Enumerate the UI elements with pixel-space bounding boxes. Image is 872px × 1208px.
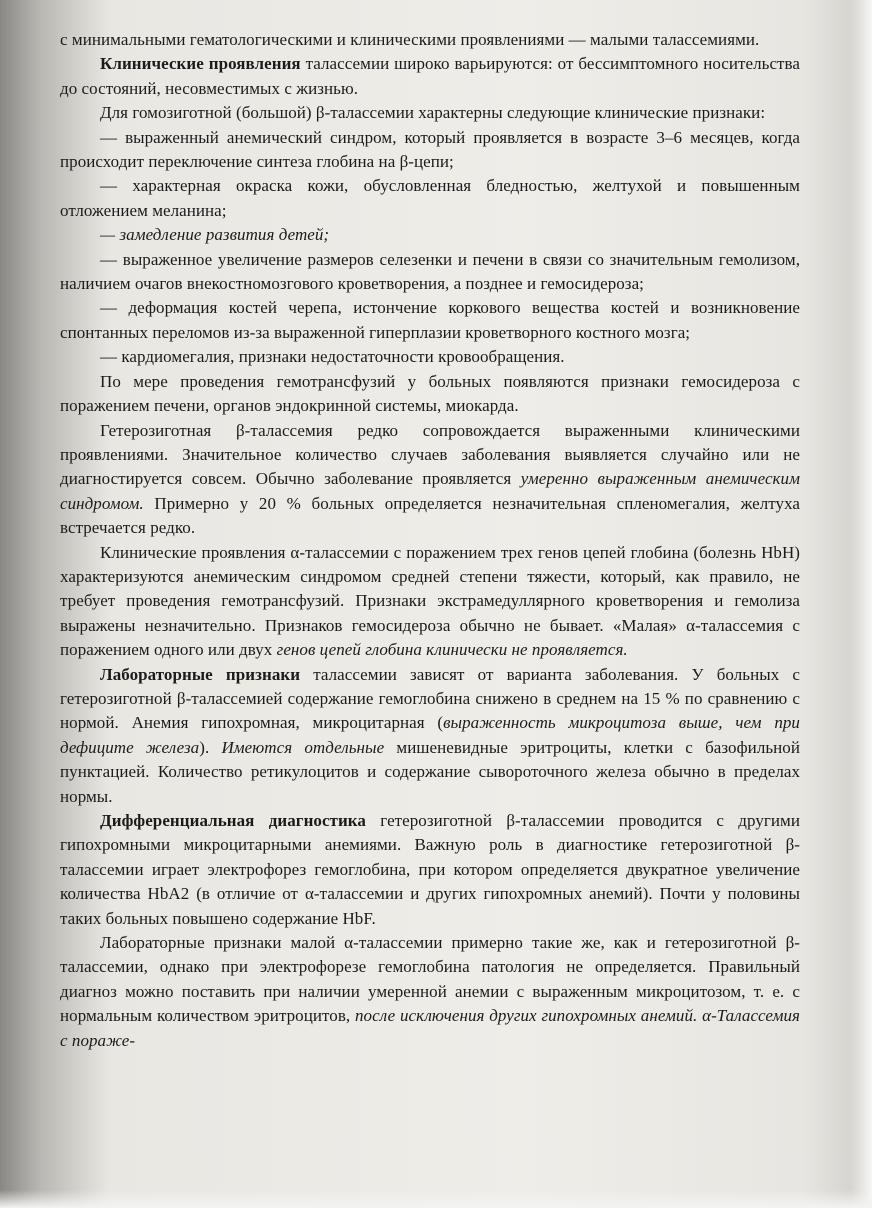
list-item bbox=[60, 174, 800, 223]
paragraph-homozygous-intro bbox=[60, 101, 800, 125]
list-item bbox=[60, 345, 800, 369]
text-run: гетерозиготной β-талассемии проводится с другими гипохромными микроцитарными анемиями. Важную роль в диагностике гетерозиготной β-талассемии играет электрофорез гемоглобина, при котором определяется двукратное увеличение количества HbA2 (в отличие от α-талассемии и других гипохромных анемий). Почти у половины таких больных повышено содержание HbF. bbox=[60, 811, 800, 928]
text-run: Клинические проявления α-талассемии с поражением трех генов цепей глобина (болезнь HbH) характеризуются анемическим синдромом средней степени тяжести, который, как правило, не требует проведения гемотрансфузий. Признаки экстрамедуллярного кроветворения и гемолиза выражены незначительно. Признаков гемосидероза обычно не бывает. «Малая» α-талассемия с поражением одного или двух bbox=[60, 542, 800, 660]
text-run: — выраженное увеличение размеров селезенки и печени в связи со значительным гемолизом, наличием очагов внекостномозгового кроветворения, а позднее и гемосидероза; bbox=[60, 249, 800, 294]
text-run: — деформация костей черепа, истончение коркового вещества костей и возникновение спонтанных переломов из-за выраженной гиперплазии кроветворного костного мозга; bbox=[60, 298, 800, 342]
paragraph-heterozygous bbox=[60, 419, 800, 541]
italic-run: — замедление развития детей; bbox=[100, 225, 330, 245]
paragraph-minor-alpha-lab bbox=[60, 931, 800, 1053]
scan-edge-right bbox=[850, 0, 872, 1208]
italic-run: умеренно выраженным анемическим синдромом. bbox=[60, 469, 801, 513]
text-run: По мере проведения гемотрансфузий у больных появляются признаки гемосидероза с поражением печени, органов эндокринной системы, миокарда. bbox=[60, 371, 800, 416]
body-text bbox=[60, 28, 800, 1053]
paragraph-continuation bbox=[60, 28, 800, 52]
italic-run: генов цепей глобина клинически не проявляется. bbox=[276, 640, 628, 660]
heading-run: Лабораторные признаки bbox=[100, 664, 301, 684]
italic-run: выраженность микроцитоза выше, чем при дефиците железа bbox=[60, 713, 800, 757]
text-run: — выраженный анемический синдром, который проявляется в возрасте 3–6 месяцев, когда происходит переключение синтеза глобина на β-цепи; bbox=[60, 127, 800, 172]
paragraph-laboratory-signs bbox=[60, 663, 800, 809]
list-item bbox=[60, 126, 800, 175]
text-run: ). bbox=[199, 737, 222, 757]
paragraph-alpha-thalassemia bbox=[60, 541, 800, 663]
text-run: — характерная окраска кожи, обусловленная бледностью, желтухой и повышенным отложением меланина; bbox=[60, 176, 800, 220]
italic-run: после исключения других гипохромных анемий. α-Талассемия с пораже- bbox=[60, 1006, 800, 1050]
text-run: Примерно у 20 % больных определяется незначительная спленомегалия, желтуха встречается редко. bbox=[60, 493, 800, 538]
scan-edge-bottom bbox=[0, 1190, 872, 1208]
list-item bbox=[60, 248, 800, 297]
paragraph-hemosiderosis bbox=[60, 370, 800, 419]
heading-run: Клинические проявления bbox=[100, 54, 301, 74]
list-item bbox=[60, 296, 800, 345]
text-run: с минимальными гематологическими и клиническими проявлениями — малыми талассемиями. bbox=[60, 30, 760, 49]
heading-run: Дифференциальная диагностика bbox=[100, 811, 366, 830]
text-run: талассемии зависят от варианта заболевания. У больных с гетерозиготной β-талассемией содержание гемоглобина снижено в среднем на 15 % по сравнению с нормой. Анемия гипохромная, микроцитарная ( bbox=[60, 664, 801, 733]
text-run: мишеневидные эритроциты, клетки с базофильной пунктацией. Количество ретикулоцитов и содержание сывороточного железа обычно в пределах нормы. bbox=[60, 737, 801, 806]
paragraph-clinical-manifestations bbox=[60, 52, 800, 101]
list-item bbox=[60, 223, 800, 247]
text-run: Лабораторные признаки малой α-талассемии примерно такие же, как и гетерозиготной β-талассемии, однако при электрофорезе гемоглобина патология не определяется. Правильный диагноз можно поставить при наличии умеренной анемии с выраженным микроцитозом, т. е. с нормальным количеством эритроцитов, bbox=[60, 933, 800, 1026]
paragraph-differential-diagnosis bbox=[60, 809, 800, 931]
text-run: Для гомозиготной (большой) β-талассемии характерны следующие клинические признаки: bbox=[100, 103, 766, 123]
text-run: Гетерозиготная β-талассемия редко сопровождается выраженными клиническими проявлениями. Значительное количество случаев заболевания выявляется случайно или не диагностируется совсем. Обычно заболевание проявляется bbox=[60, 420, 800, 489]
text-run: талассемии широко варьируются: от бессимптомного носительства до состояний, несовместимых с жизнью. bbox=[60, 54, 800, 98]
italic-run: Имеются отдельные bbox=[221, 737, 385, 757]
text-run: — кардиомегалия, признаки недостаточности кровообращения. bbox=[100, 347, 565, 367]
